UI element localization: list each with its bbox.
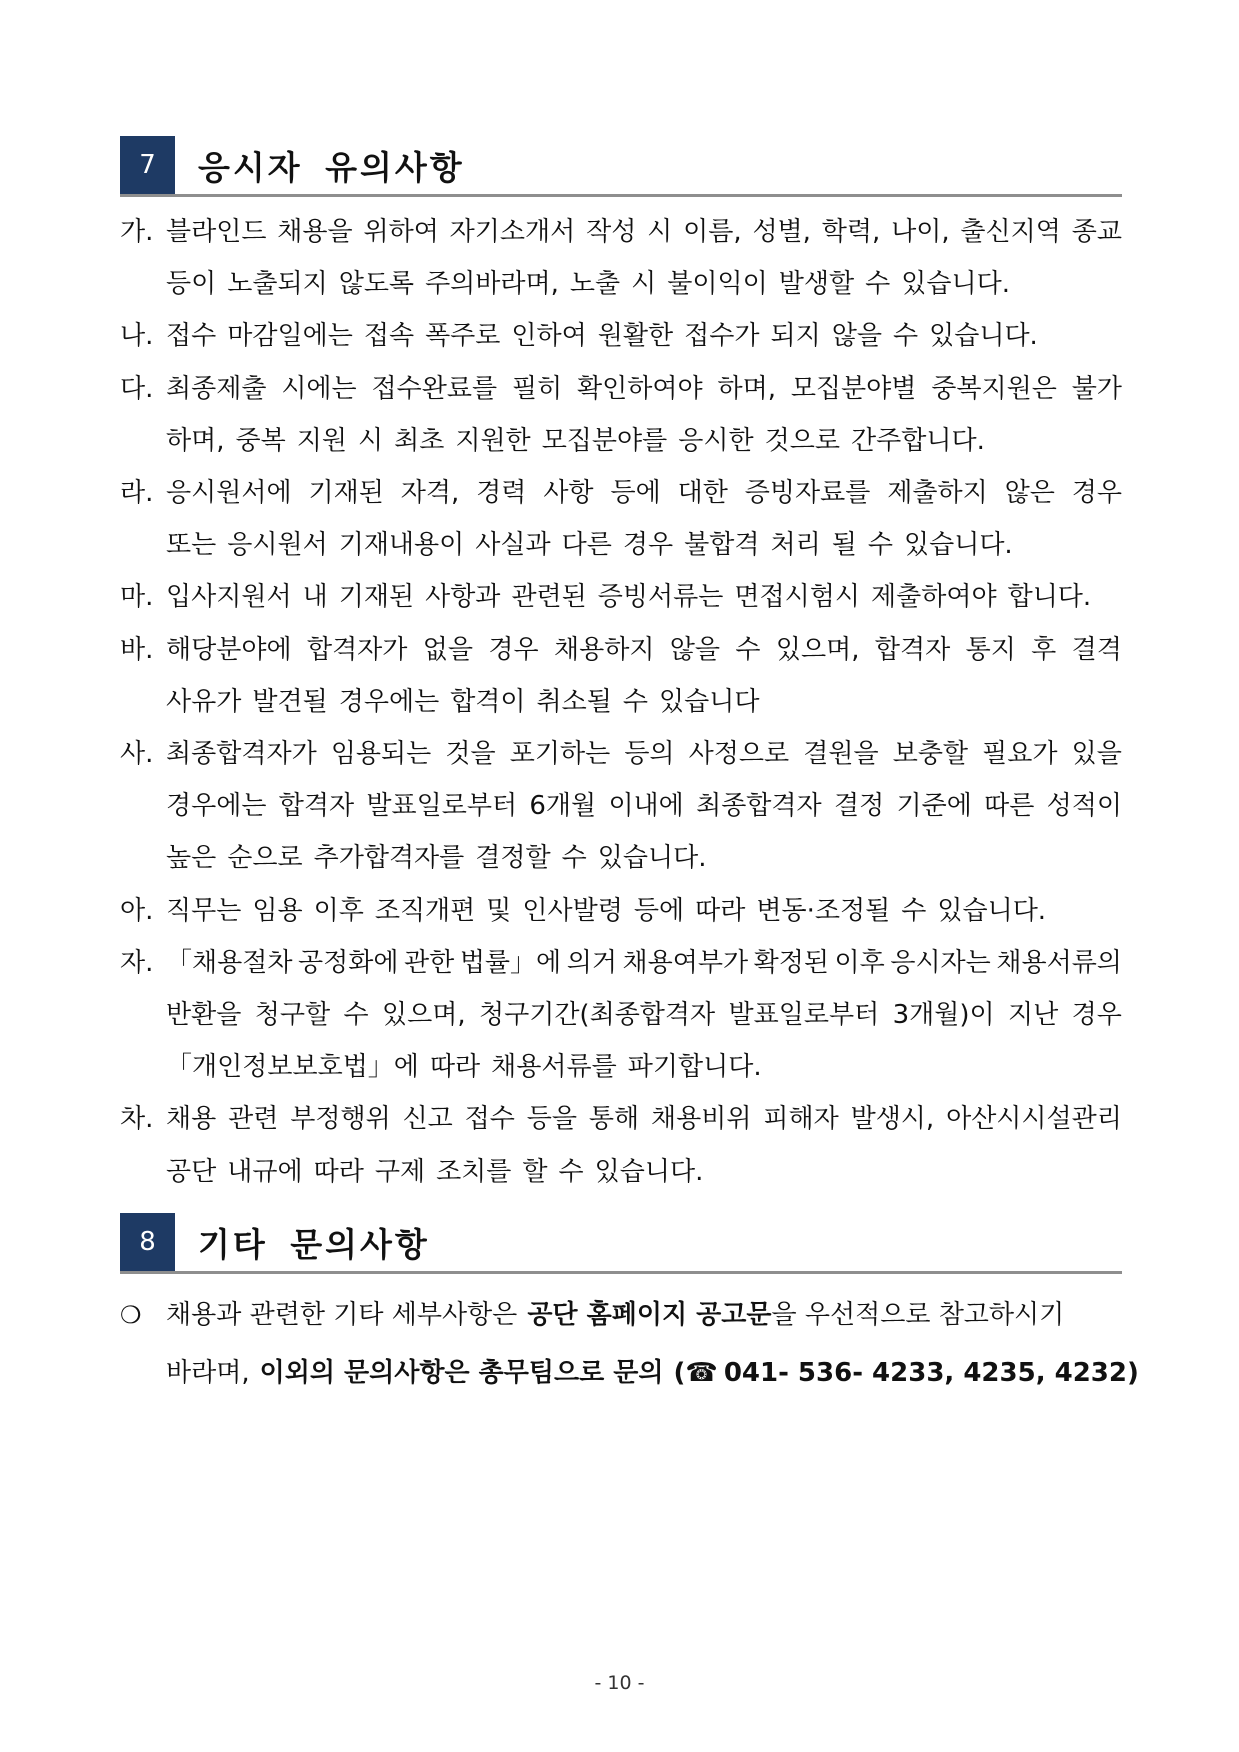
notice-line <box>120 989 1122 1041</box>
item-marker: 라. <box>120 478 154 508</box>
section-number-badge: 8 <box>120 1213 175 1271</box>
section-number-badge: 7 <box>120 136 175 194</box>
notice-text: 반환을 청구할 수 있으며, 청구기간(최종합격자 발표일로부터 3개월)이 지난 경우 <box>166 999 1122 1030</box>
notice-text: 최종제출 시에는 접수완료를 필히 확인하여야 하며, 모집분야별 중복지원은 불가 <box>166 373 1122 404</box>
notice-text: 하며, 중복 지원 시 최초 지원한 모집분야를 응시한 것으로 간주합니다. <box>166 425 985 456</box>
notice-line <box>120 258 1122 310</box>
contact-line-2: 바라며, 이외의 문의사항은 총무팀으로 문의 ( ☎ 041- 536- 4233, 4235, 4232) <box>120 1344 1122 1402</box>
notice-text: 공단 내규에 따라 구제 조치를 할 수 있습니다. <box>166 1156 704 1187</box>
notice-line <box>120 728 1122 780</box>
inquiry-contact: 이외의 문의사항은 총무팀으로 문의 <box>259 1358 664 1388</box>
section-title: 기타 문의사항 <box>198 1225 430 1264</box>
circle-bullet-icon: ❍ <box>120 1301 142 1329</box>
notice-item <box>120 885 1122 937</box>
item-marker: 다. <box>120 373 154 404</box>
item-marker: 아. <box>120 895 154 926</box>
notice-text: 「채용절차 공정화에 관한 법률」에 의거 채용여부가 확정된 이후 응시자는 채용서류의 <box>166 947 1122 978</box>
phone-icon: ☎ <box>685 1358 718 1388</box>
item-marker: 자. <box>120 947 154 978</box>
notice-line <box>120 1146 1122 1198</box>
item-marker: 사. <box>120 739 154 769</box>
notice-text: 해당분야에 합격자가 없을 경우 채용하지 않을 수 있으며, 합격자 통지 후 결격 <box>166 634 1122 665</box>
item-marker: 차. <box>120 1104 154 1135</box>
notice-item <box>120 363 1122 467</box>
notice-text: 접수 마감일에는 접속 폭주로 인하여 원활한 접수가 되지 않을 수 있습니다. <box>166 321 1038 352</box>
notice-item <box>120 571 1122 623</box>
notice-text: 입사지원서 내 기재된 사항과 관련된 증빙서류는 면접시험시 제출하여야 합니다. <box>166 582 1092 613</box>
notice-text: 응시원서에 기재된 자격, 경력 사항 등에 대한 증빙자료를 제출하지 않은 경우 <box>166 478 1122 508</box>
notice-line <box>120 206 1122 258</box>
item-marker: 마. <box>120 582 154 613</box>
notice-item <box>120 206 1122 310</box>
page-number: - 10 - <box>594 1672 645 1694</box>
notice-text: 채용 관련 부정행위 신고 접수 등을 통해 채용비위 피해자 발생시, 아산시시설관리 <box>166 1104 1122 1135</box>
notice-text: 최종합격자가 임용되는 것을 포기하는 등의 사정으로 결원을 보충할 필요가 있을 <box>166 739 1122 769</box>
item-marker: 나. <box>120 321 154 352</box>
section-7-header <box>120 136 1122 197</box>
notice-line <box>120 780 1122 832</box>
notice-line <box>120 885 1122 937</box>
notice-item <box>120 310 1122 362</box>
notice-item <box>120 937 1122 1094</box>
phone-number: 041- 536- 4233, 4235, 4232) <box>723 1358 1139 1388</box>
notice-text: 직무는 임용 이후 조직개편 및 인사발령 등에 따라 변동·조정될 수 있습니다. <box>166 895 1047 926</box>
notice-text: 또는 응시원서 기재내용이 사실과 다른 경우 불합격 처리 될 수 있습니다. <box>166 530 1013 561</box>
contact-line-1: ❍ 채용과 관련한 기타 세부사항은 공단 홈페이지 공고문 을 우선적으로 참고하시기 <box>120 1286 1122 1344</box>
item-marker: 바. <box>120 634 154 665</box>
section-8-header <box>120 1213 1122 1274</box>
notice-line <box>120 310 1122 362</box>
notice-text: 높은 순으로 추가합격자를 결정할 수 있습니다. <box>166 843 707 874</box>
notice-text: 「개인정보보호법」에 따라 채용서류를 파기합니다. <box>166 1052 762 1083</box>
notice-item <box>120 1093 1122 1197</box>
notice-line <box>120 363 1122 415</box>
notice-text: 블라인드 채용을 위하여 자기소개서 작성 시 이름, 성별, 학력, 나이, 출신지역 종교 <box>166 217 1122 247</box>
notice-item <box>120 728 1122 885</box>
item-marker: 가. <box>120 217 154 247</box>
notice-text: 사유가 발견될 경우에는 합격이 취소될 수 있습니다 <box>166 686 760 717</box>
notice-line <box>120 519 1122 571</box>
notice-item <box>120 624 1122 728</box>
notice-text: 경우에는 합격자 발표일로부터 6개월 이내에 최종합격자 결정 기준에 따른 성적이 <box>166 791 1122 822</box>
notice-line <box>120 467 1122 519</box>
notice-line <box>120 624 1122 676</box>
notice-text: 등이 노출되지 않도록 주의바라며, 노출 시 불이익이 발생할 수 있습니다. <box>166 269 1010 300</box>
notice-line <box>120 571 1122 623</box>
section-title: 응시자 유의사항 <box>198 148 465 187</box>
notice-line <box>120 415 1122 467</box>
notice-line <box>120 676 1122 728</box>
notice-line <box>120 1093 1122 1145</box>
notice-line <box>120 832 1122 884</box>
notice-item <box>120 467 1122 571</box>
notice-line <box>120 937 1122 989</box>
notice-line <box>120 1041 1122 1093</box>
contact-info <box>120 1286 1139 1402</box>
homepage-notice: 공단 홈페이지 공고문 <box>527 1300 772 1330</box>
